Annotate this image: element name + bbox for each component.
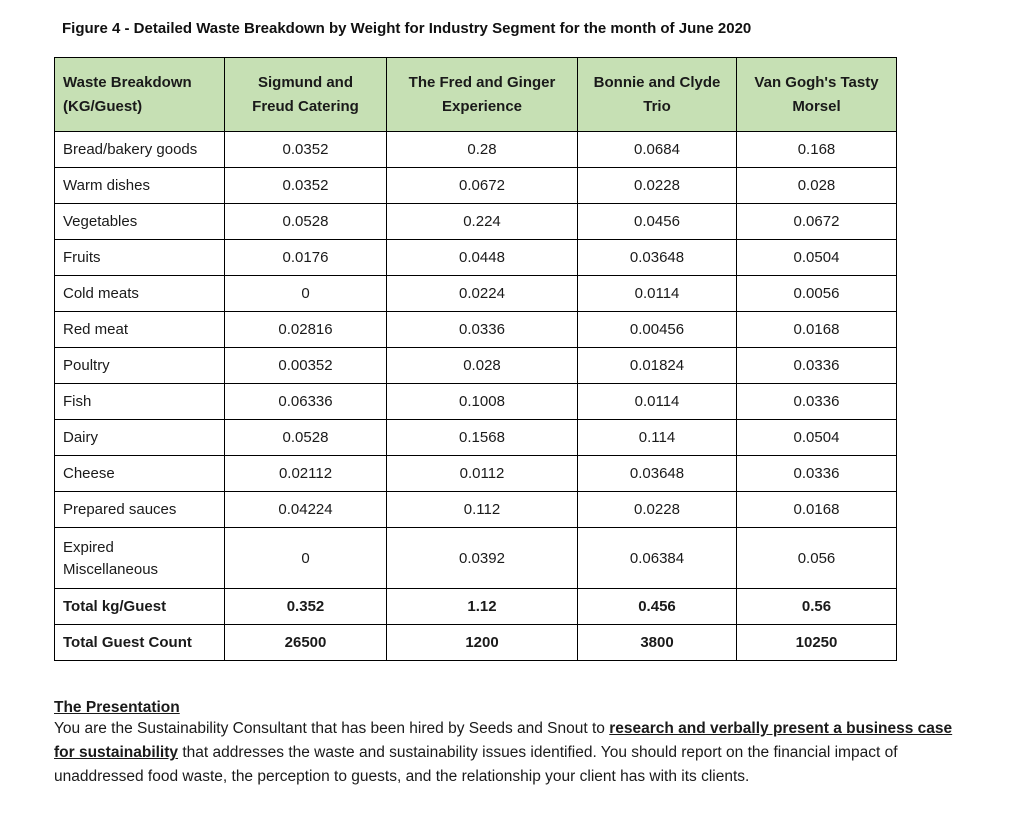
value-cell: 0.06336 <box>225 384 387 420</box>
row-label-cell: Warm dishes <box>55 168 225 204</box>
presentation-text-start: You are the Sustainability Consultant that has been hired by Seeds and Snout to <box>54 720 610 737</box>
presentation-section <box>54 696 954 789</box>
value-cell: 0.0168 <box>737 312 897 348</box>
value-cell: 0.456 <box>578 589 737 625</box>
value-cell: 0.0456 <box>578 204 737 240</box>
row-label-cell: Bread/bakery goods <box>55 132 225 168</box>
value-cell: 0.056 <box>737 528 897 589</box>
value-cell: 0 <box>225 276 387 312</box>
header-waste-breakdown: Waste Breakdown (KG/Guest) <box>55 58 225 132</box>
table-row <box>55 204 897 240</box>
value-cell: 0.0336 <box>737 384 897 420</box>
value-cell: 0.03648 <box>578 456 737 492</box>
row-label-cell: Dairy <box>55 420 225 456</box>
value-cell: 0.01824 <box>578 348 737 384</box>
presentation-heading: The Presentation <box>54 699 180 716</box>
presentation-text-end: that addresses the waste and sustainability issues identified. You should report on the financial impact of unaddressed food waste, the perception to guests, and the relationship your client has with its clients. <box>54 744 898 785</box>
value-cell: 0.0224 <box>387 276 578 312</box>
presentation-paragraph <box>54 717 954 789</box>
table-row <box>55 420 897 456</box>
value-cell: 0.06384 <box>578 528 737 589</box>
value-cell: 3800 <box>578 625 737 661</box>
header-client-1: Sigmund and Freud Catering <box>225 58 387 132</box>
value-cell: 0.0504 <box>737 240 897 276</box>
value-cell: 0.0056 <box>737 276 897 312</box>
value-cell: 0.0528 <box>225 420 387 456</box>
value-cell: 1.12 <box>387 589 578 625</box>
value-cell: 0.112 <box>387 492 578 528</box>
table-row <box>55 456 897 492</box>
value-cell: 0 <box>225 528 387 589</box>
value-cell: 0.0352 <box>225 132 387 168</box>
value-cell: 0.0112 <box>387 456 578 492</box>
value-cell: 0.56 <box>737 589 897 625</box>
value-cell: 0.03648 <box>578 240 737 276</box>
header-client-3: Bonnie and Clyde Trio <box>578 58 737 132</box>
row-label-cell: Expired Miscellaneous <box>55 528 225 589</box>
row-label-cell: Prepared sauces <box>55 492 225 528</box>
value-cell: 0.114 <box>578 420 737 456</box>
value-cell: 1200 <box>387 625 578 661</box>
value-cell: 0.0336 <box>387 312 578 348</box>
table-row <box>55 168 897 204</box>
value-cell: 0.0672 <box>737 204 897 240</box>
row-label-cell: Fruits <box>55 240 225 276</box>
header-client-4: Van Gogh's Tasty Morsel <box>737 58 897 132</box>
value-cell: 26500 <box>225 625 387 661</box>
value-cell: 0.0228 <box>578 492 737 528</box>
row-label-cell: Red meat <box>55 312 225 348</box>
table-row <box>55 276 897 312</box>
value-cell: 0.0336 <box>737 348 897 384</box>
total-kg-row <box>55 589 897 625</box>
table-row <box>55 240 897 276</box>
value-cell: 0.1008 <box>387 384 578 420</box>
value-cell: 0.02112 <box>225 456 387 492</box>
table-header-row <box>55 58 897 132</box>
waste-breakdown-table <box>54 57 897 661</box>
value-cell: 0.00456 <box>578 312 737 348</box>
total-guest-row <box>55 625 897 661</box>
value-cell: 0.028 <box>737 168 897 204</box>
value-cell: 0.0114 <box>578 276 737 312</box>
value-cell: 0.00352 <box>225 348 387 384</box>
value-cell: 0.0504 <box>737 420 897 456</box>
value-cell: 0.1568 <box>387 420 578 456</box>
value-cell: 0.0176 <box>225 240 387 276</box>
value-cell: 0.0168 <box>737 492 897 528</box>
table-row <box>55 384 897 420</box>
row-label-cell: Cold meats <box>55 276 225 312</box>
row-label-cell: Fish <box>55 384 225 420</box>
value-cell: 0.0114 <box>578 384 737 420</box>
value-cell: 0.028 <box>387 348 578 384</box>
row-label-cell: Total kg/Guest <box>55 589 225 625</box>
table-row <box>55 132 897 168</box>
value-cell: 0.0684 <box>578 132 737 168</box>
value-cell: 0.28 <box>387 132 578 168</box>
table-row <box>55 348 897 384</box>
table-body <box>55 132 897 661</box>
table-row <box>55 312 897 348</box>
value-cell: 0.0392 <box>387 528 578 589</box>
value-cell: 0.352 <box>225 589 387 625</box>
value-cell: 0.02816 <box>225 312 387 348</box>
value-cell: 0.224 <box>387 204 578 240</box>
figure-title: Figure 4 - Detailed Waste Breakdown by Weight for Industry Segment for the month of June 2020 <box>62 20 752 37</box>
value-cell: 0.0228 <box>578 168 737 204</box>
value-cell: 0.0336 <box>737 456 897 492</box>
row-label-cell: Total Guest Count <box>55 625 225 661</box>
presentation-emphasis: research and verbally present a business case for sustainability <box>54 720 953 761</box>
value-cell: 10250 <box>737 625 897 661</box>
value-cell: 0.0672 <box>387 168 578 204</box>
row-label-cell: Vegetables <box>55 204 225 240</box>
row-label-cell: Cheese <box>55 456 225 492</box>
value-cell: 0.0528 <box>225 204 387 240</box>
table-row <box>55 492 897 528</box>
value-cell: 0.0352 <box>225 168 387 204</box>
value-cell: 0.04224 <box>225 492 387 528</box>
header-client-2: The Fred and Ginger Experience <box>387 58 578 132</box>
value-cell: 0.0448 <box>387 240 578 276</box>
row-label-cell: Poultry <box>55 348 225 384</box>
value-cell: 0.168 <box>737 132 897 168</box>
table-row <box>55 528 897 589</box>
